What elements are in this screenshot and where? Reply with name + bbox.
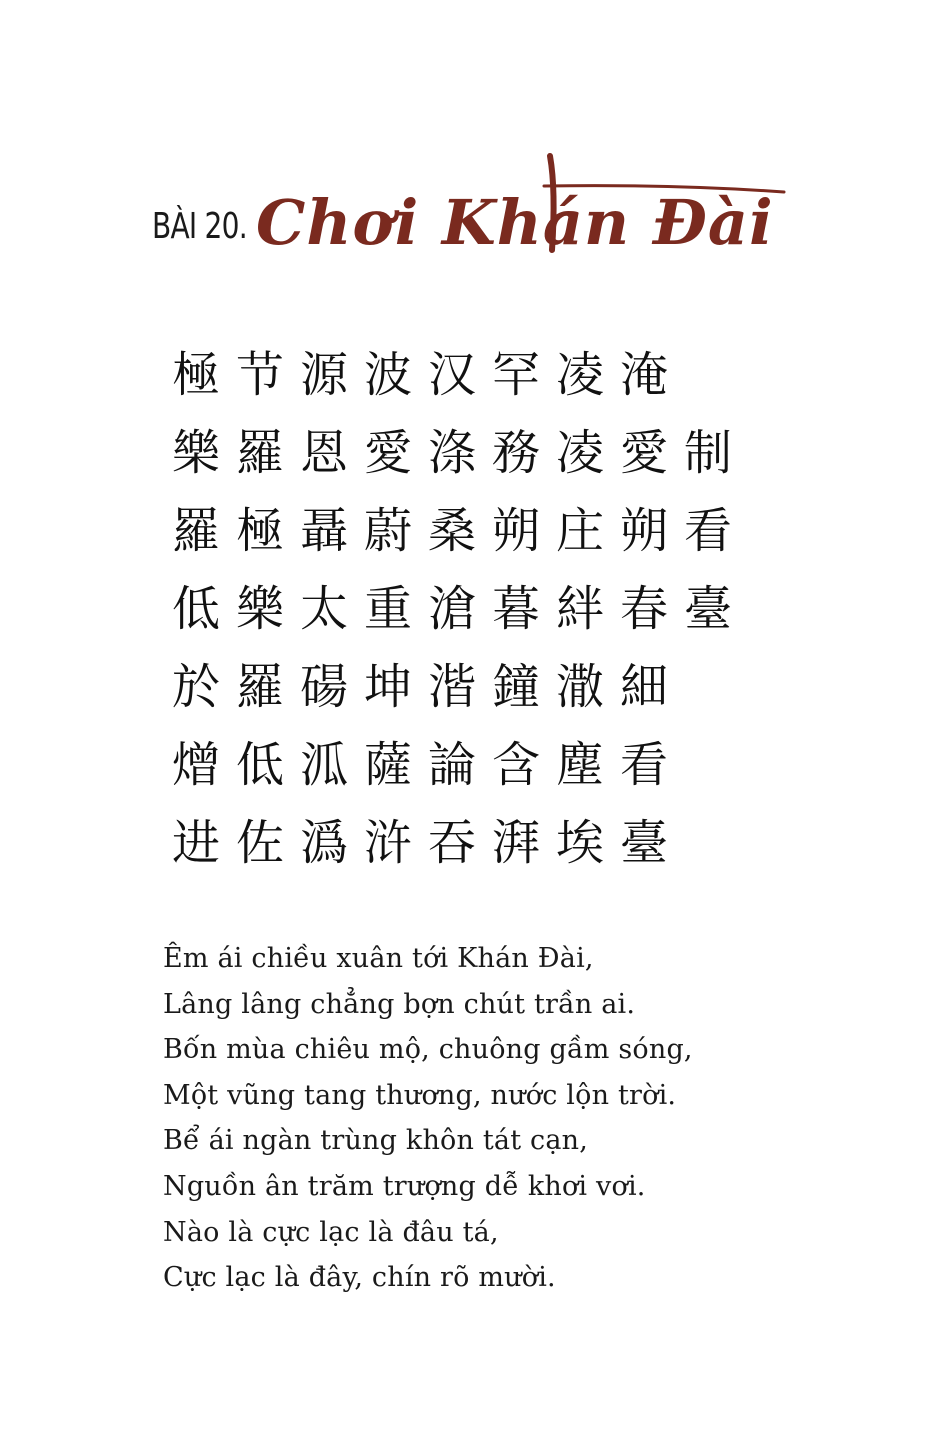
han-nom-character: 湝 <box>427 659 476 715</box>
han-nom-character: 細 <box>619 659 668 715</box>
han-nom-character: 羅 <box>235 659 284 715</box>
han-nom-character: 罕 <box>491 347 540 403</box>
han-nom-character: 看 <box>683 503 732 559</box>
han-nom-text <box>164 336 764 882</box>
han-nom-character: 極 <box>235 503 284 559</box>
page-title: Chơi Khán Đài <box>256 186 774 259</box>
han-nom-character: 春 <box>619 581 668 637</box>
han-nom-character: 蔚 <box>363 503 412 559</box>
han-nom-character: 佐 <box>235 815 284 871</box>
han-nom-character: 塵 <box>555 737 604 793</box>
han-nom-character: 絆 <box>555 581 604 637</box>
han-nom-character: 重 <box>363 581 412 637</box>
han-nom-character: 含 <box>491 737 540 793</box>
han-nom-character: 於 <box>171 659 220 715</box>
han-nom-row <box>164 726 764 804</box>
han-nom-character: 務 <box>491 425 540 481</box>
han-nom-character: 碭 <box>299 659 348 715</box>
han-nom-character: 熷 <box>171 737 220 793</box>
poem-line: Lâng lâng chẳng bợn chút trần ai. <box>163 988 636 1020</box>
title-row <box>152 150 852 260</box>
han-nom-character: 朔 <box>491 503 540 559</box>
han-nom-character: 泒 <box>299 737 348 793</box>
han-nom-character: 愛 <box>619 425 668 481</box>
han-nom-character: 看 <box>619 737 668 793</box>
han-nom-character: 論 <box>427 737 476 793</box>
han-nom-row <box>164 804 764 882</box>
han-nom-character: 樂 <box>235 581 284 637</box>
poem-line: Nào là cực lạc là đâu tá, <box>163 1216 499 1248</box>
han-nom-character: 进 <box>171 815 220 871</box>
han-nom-character: 臺 <box>683 581 732 637</box>
han-nom-row <box>164 492 764 570</box>
han-nom-character: 羅 <box>171 503 220 559</box>
han-nom-character: 埃 <box>555 815 604 871</box>
han-nom-row <box>164 648 764 726</box>
han-nom-character: 低 <box>235 737 284 793</box>
poem <box>163 936 863 1301</box>
han-nom-row <box>164 336 764 414</box>
han-nom-character: 愛 <box>363 425 412 481</box>
han-nom-character: 潵 <box>555 659 604 715</box>
han-nom-character: 極 <box>171 347 220 403</box>
han-nom-character: 凌 <box>555 425 604 481</box>
poem-line: Một vũng tang thương, nước lộn trời. <box>163 1079 677 1111</box>
han-nom-character: 臺 <box>619 815 668 871</box>
han-nom-character: 暮 <box>491 581 540 637</box>
han-nom-character: 低 <box>171 581 220 637</box>
han-nom-character: 太 <box>299 581 348 637</box>
han-nom-character: 羅 <box>235 425 284 481</box>
poem-line: Bốn mùa chiêu mộ, chuông gầm sóng, <box>163 1034 693 1066</box>
han-nom-character: 庄 <box>555 503 604 559</box>
han-nom-character: 桑 <box>427 503 476 559</box>
han-nom-row <box>164 414 764 492</box>
han-nom-character: 聶 <box>299 503 348 559</box>
han-nom-character: 凌 <box>555 347 604 403</box>
han-nom-character: 波 <box>363 347 412 403</box>
han-nom-character: 节 <box>235 347 284 403</box>
poem-line: Êm ái chiều xuân tới Khán Đài, <box>163 943 594 974</box>
lesson-label: BÀI 20. <box>152 206 247 247</box>
han-nom-character: 潙 <box>299 815 348 871</box>
han-nom-character: 滄 <box>427 581 476 637</box>
han-nom-character: 湃 <box>491 815 540 871</box>
poem-line: Bể ái ngàn trùng khôn tát cạn, <box>163 1125 589 1157</box>
han-nom-character: 薩 <box>363 737 412 793</box>
han-nom-character: 浒 <box>363 815 412 871</box>
poem-line: Cực lạc là đây, chín rõ mười. <box>163 1262 556 1294</box>
poem-line: Nguồn ân trăm trượng dễ khơi vơi. <box>163 1170 646 1202</box>
han-nom-character: 恩 <box>299 425 348 481</box>
han-nom-character: 源 <box>299 347 348 403</box>
han-nom-character: 吞 <box>427 815 476 871</box>
han-nom-character: 坤 <box>363 659 412 715</box>
han-nom-character: 制 <box>683 425 732 481</box>
han-nom-character: 樂 <box>171 425 220 481</box>
han-nom-character: 涤 <box>427 425 476 481</box>
han-nom-character: 鐘 <box>491 659 540 715</box>
han-nom-character: 朔 <box>619 503 668 559</box>
han-nom-character: 淹 <box>619 347 668 403</box>
han-nom-character: 汉 <box>427 347 476 403</box>
han-nom-row <box>164 570 764 648</box>
